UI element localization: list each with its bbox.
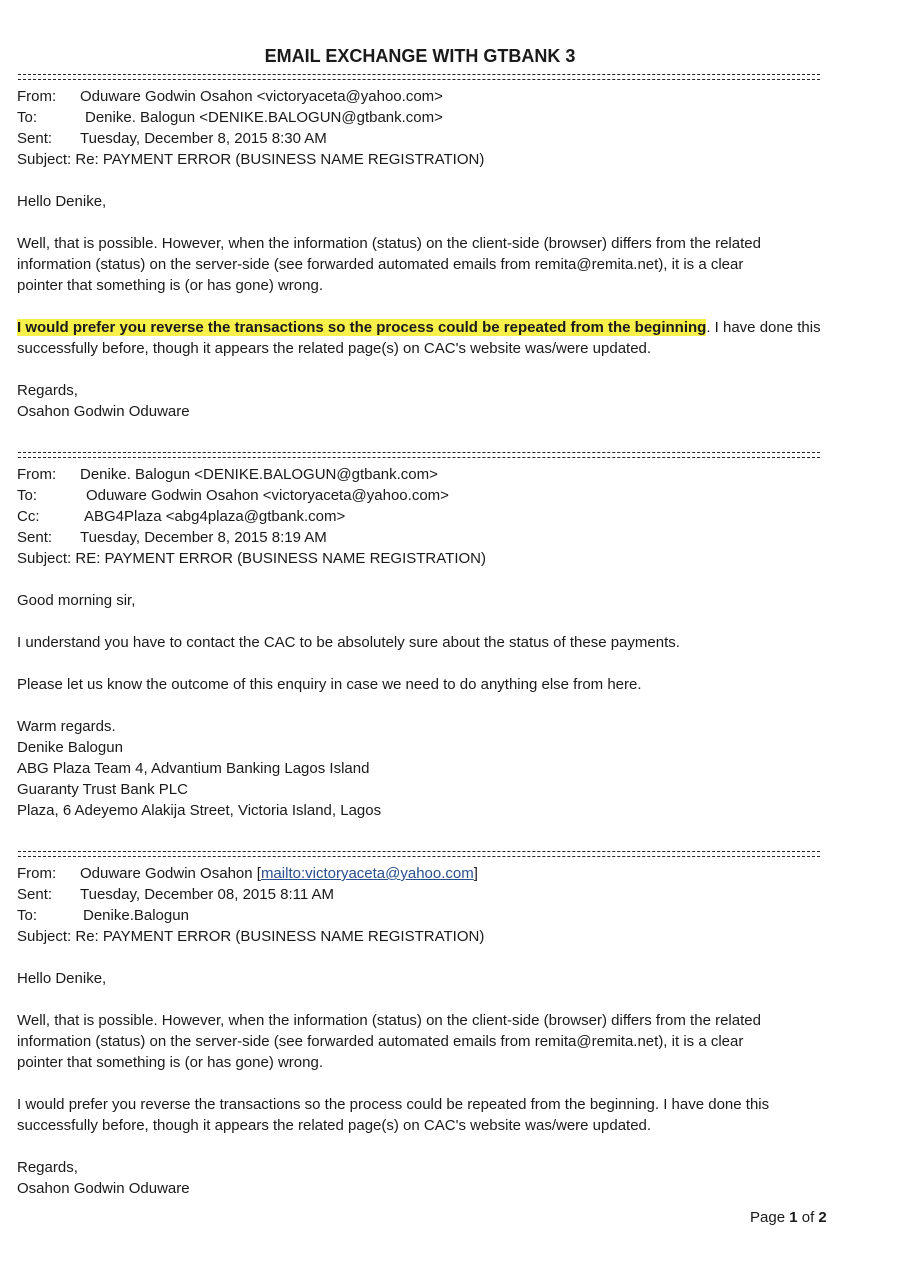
separator-line bbox=[18, 74, 820, 80]
document-title: EMAIL EXCHANGE WITH GTBANK 3 bbox=[264, 46, 576, 66]
body-paragraph-1: I understand you have to contact the CAC to be absolutely sure about the status of these payments. bbox=[17, 634, 680, 651]
highlighted-text: I would prefer you reverse the transactions so the process could be repeated from the beginning bbox=[17, 319, 707, 336]
signature-block: Warm regards. Denike Balogun ABG Plaza Team 4, Advantium Banking Lagos Island Guaranty Trust Bank PLC Plaza, 6 Adeyemo Alakija Street, Victoria Island, Lagos bbox=[17, 718, 382, 819]
header-from: From: Oduware Godwin Osahon [mailto:victoryaceta@yahoo.com] bbox=[17, 865, 478, 882]
header-subject: Subject: Re: PAYMENT ERROR (BUSINESS NAME REGISTRATION) bbox=[17, 151, 485, 168]
body-paragraph-2: I would prefer you reverse the transactions so the process could be repeated from the beginning. I have done this successfully before, though it appears the related page(s) on CAC's website was/were updated. bbox=[17, 319, 821, 357]
signature: Osahon Godwin Oduware bbox=[17, 1180, 190, 1197]
closing: Regards, bbox=[17, 1159, 78, 1176]
header-subject: Subject: Re: PAYMENT ERROR (BUSINESS NAME REGISTRATION) bbox=[17, 928, 485, 945]
body-paragraph-2: Please let us know the outcome of this enquiry in case we need to do anything else from here. bbox=[17, 676, 642, 693]
header-sent: Sent: Tuesday, December 8, 2015 8:30 AM bbox=[17, 130, 327, 147]
header-sent: Sent: Tuesday, December 8, 2015 8:19 AM bbox=[17, 529, 327, 546]
header-subject: Subject: RE: PAYMENT ERROR (BUSINESS NAME REGISTRATION) bbox=[17, 550, 486, 567]
greeting: Hello Denike, bbox=[17, 970, 107, 987]
email-message-1 bbox=[17, 74, 837, 422]
greeting: Good morning sir, bbox=[17, 592, 136, 609]
header-cc: Cc: ABG4Plaza <abg4plaza@gtbank.com> bbox=[17, 508, 346, 525]
body-paragraph-2: I would prefer you reverse the transactions so the process could be repeated from the beginning. I have done this successfully before, though it appears the related page(s) on CAC's website was/were updated. bbox=[17, 1096, 770, 1134]
header-to: To: Denike. Balogun <DENIKE.BALOGUN@gtbank.com> bbox=[17, 109, 443, 126]
header-to: To: Denike.Balogun bbox=[17, 907, 189, 924]
body-paragraph-1: Well, that is possible. However, when the information (status) on the client-side (browser) differs from the related information (status) on the server-side (see forwarded automated emails from remita@remita.net), it is a clear pointer that something is (or has gone) wrong. bbox=[17, 235, 761, 294]
greeting: Hello Denike, bbox=[17, 193, 107, 210]
body-paragraph-1: Well, that is possible. However, when the information (status) on the client-side (browser) differs from the related information (status) on the server-side (see forwarded automated emails from remita@remita.net), it is a clear pointer that something is (or has gone) wrong. bbox=[17, 1012, 761, 1071]
header-to: To: Oduware Godwin Osahon <victoryaceta@yahoo.com> bbox=[17, 487, 449, 504]
separator-line bbox=[18, 851, 820, 857]
header-from: From: Oduware Godwin Osahon <victoryaceta@yahoo.com> bbox=[17, 88, 443, 105]
page-number: Page 1 of 2 bbox=[750, 1209, 827, 1226]
email-message-2 bbox=[17, 452, 837, 821]
separator-line bbox=[18, 452, 820, 458]
header-sent: Sent: Tuesday, December 08, 2015 8:11 AM bbox=[17, 886, 335, 903]
signature: Osahon Godwin Oduware bbox=[17, 403, 190, 420]
header-from: From: Denike. Balogun <DENIKE.BALOGUN@gtbank.com> bbox=[17, 466, 438, 483]
closing: Regards, bbox=[17, 382, 78, 399]
mailto-link[interactable]: mailto:victoryaceta@yahoo.com bbox=[260, 865, 474, 882]
email-message-3 bbox=[17, 851, 837, 1199]
